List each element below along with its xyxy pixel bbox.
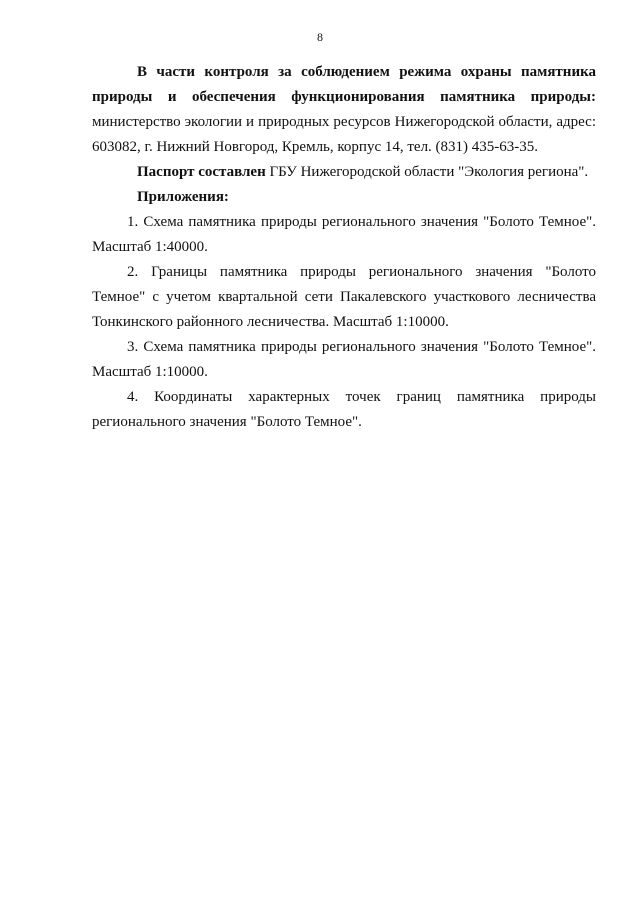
passport-text: ГБУ Нижегородской области "Экология региона".	[265, 164, 589, 180]
passport-paragraph	[92, 160, 596, 185]
control-bold-lead: В части контроля за соблюдением режима охраны памятника природы и обеспечения функционирования памятника природы:	[92, 64, 596, 105]
appendix-number: 4.	[127, 389, 139, 405]
control-text: министерство экологии и природных ресурсов Нижегородской области, адрес: 603082, г. Нижний Новгород, Кремль, корпус 14, тел. (831) 435-63-35.	[92, 114, 596, 155]
appendix-number: 3.	[127, 339, 139, 355]
appendix-text: Схема памятника природы регионального значения "Болото Темное". Масштаб 1:40000.	[92, 214, 596, 255]
appendix-number: 2.	[127, 264, 139, 280]
appendix-item-2	[92, 260, 596, 335]
appendix-text: Координаты характерных точек границ памятника природы регионального значения "Болото Темное".	[92, 389, 597, 430]
passport-bold-lead: Паспорт составлен	[137, 164, 266, 180]
appendices-heading: Приложения:	[137, 189, 229, 205]
appendix-number: 1.	[127, 214, 139, 230]
control-paragraph	[92, 60, 596, 160]
appendix-item-1	[92, 210, 596, 260]
appendix-item-4	[92, 385, 596, 435]
appendix-item-3	[92, 335, 596, 385]
document-body	[92, 60, 596, 435]
page-number: 8	[317, 30, 323, 44]
appendix-text: Границы памятника природы регионального значения "Болото Темное" с учетом квартальной сети Пакалевского участкового лесничества Тонкинского районного лесничества. Масштаб 1:10000.	[92, 264, 597, 330]
appendix-text: Схема памятника природы регионального значения "Болото Темное". Масштаб 1:10000.	[92, 339, 596, 380]
